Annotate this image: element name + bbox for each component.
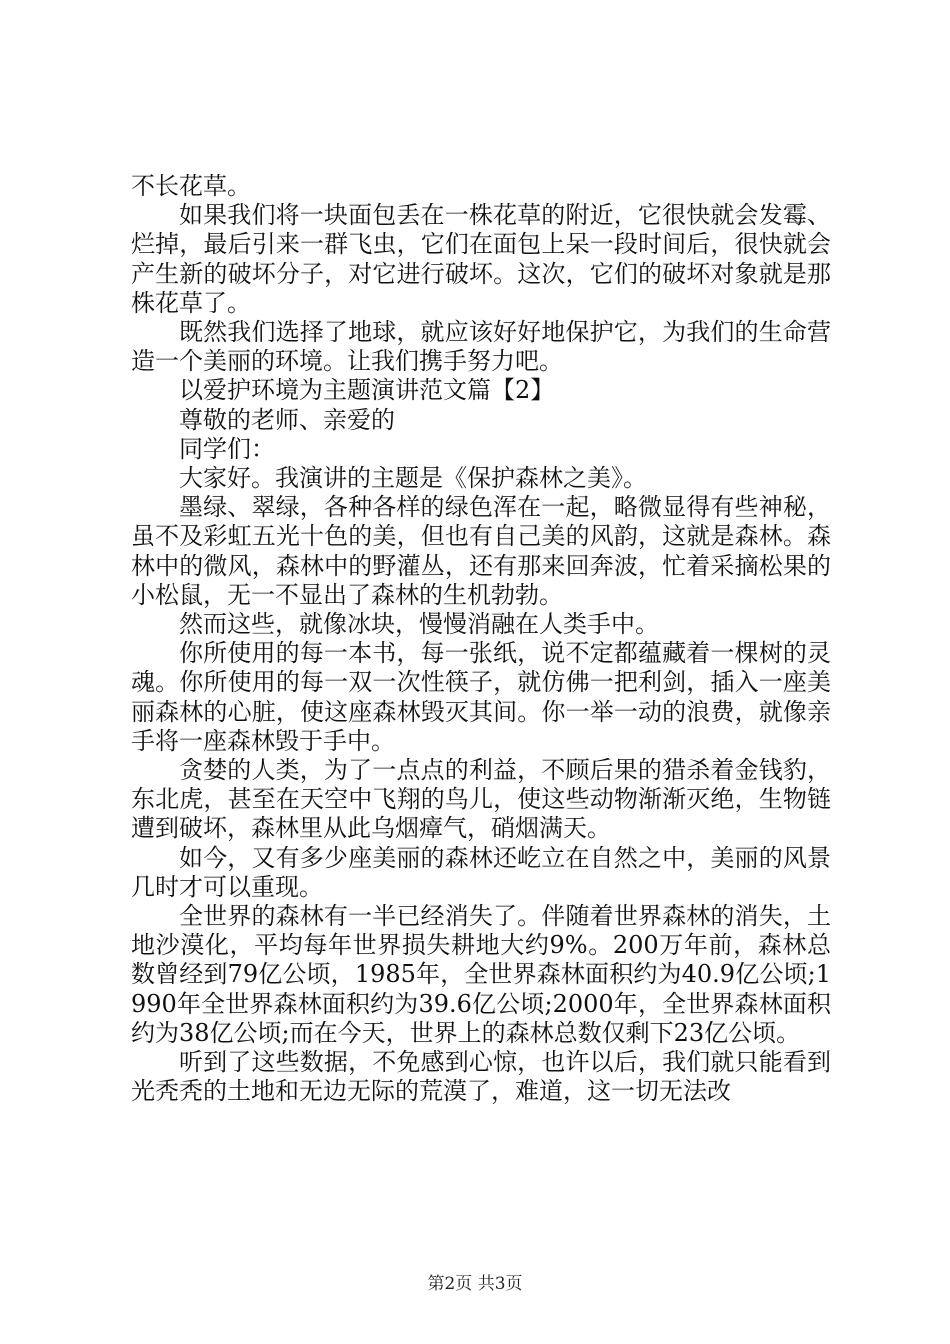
- paragraph: 既然我们选择了地球，就应该好好地保护它，为我们的生命营造一个美丽的环境。让我们携手努力吧。: [131, 318, 831, 376]
- paragraph: 墨绿、翠绿，各种各样的绿色浑在一起，略微显得有些神秘，虽不及彩虹五光十色的美，但也有自己美的风韵，这就是森林。森林中的微风，森林中的野灌丛，还有那来回奔波，忙着采摘松果的小松鼠，无一不显出了森林的生机勃勃。: [131, 493, 831, 609]
- paragraph: 听到了这些数据，不免感到心惊，也许以后，我们就只能看到光秃秃的土地和无边无际的荒漠了，难道，这一切无法改: [131, 1048, 831, 1106]
- page-footer: [0, 1274, 950, 1294]
- paragraph: 大家好。我演讲的主题是《保护森林之美》。: [179, 464, 647, 493]
- salutation: 同学们：: [179, 434, 275, 463]
- paragraph: 全世界的森林有一半已经消失了。伴随着世界森林的消失，土地沙漠化，平均每年世界损失耕地大约9%。200万年前，森林总数曾经到79亿公顷，1985年，全世界森林面积约为40.9亿公顷;1990年全世界森林面积约为39.6亿公顷;2000年，全世界森林面积约为38亿公顷;而在今天，世界上的森林总数仅剩下23亿公顷。: [131, 902, 831, 1047]
- paragraph: 如果我们将一块面包丢在一株花草的附近，它很快就会发霉、烂掉，最后引来一群飞虫，它们在面包上呆一段时间后，很快就会产生新的破坏分子，对它进行破坏。这次，它们的破坏对象就是那株花草了。: [131, 201, 831, 317]
- page-number: 第2页 共3页: [427, 1274, 523, 1294]
- paragraph: 然而这些，就像冰块，慢慢消融在人类手中。: [179, 610, 659, 639]
- paragraph: 贪婪的人类，为了一点点的利益，不顾后果的猎杀着金钱豹，东北虎，甚至在天空中飞翔的鸟儿，使这些动物渐渐灭绝，生物链遭到破坏，森林里从此乌烟瘴气，硝烟满天。: [131, 756, 831, 843]
- section-heading: 以爱护环境为主题演讲范文篇【2】: [179, 376, 555, 405]
- paragraph: 不长花草。: [131, 172, 251, 200]
- paragraph: 你所使用的每一本书，每一张纸，说不定都蕴藏着一棵树的灵魂。你所使用的每一双一次性筷子，就仿佛一把利剑，插入一座美丽森林的心脏，使这座森林毁灭其间。你一举一动的浪费，就像亲手将一座森林毁于手中。: [131, 639, 831, 755]
- salutation: 尊敬的老师、亲爱的: [179, 405, 395, 434]
- document-body: [131, 172, 831, 1107]
- paragraph: 如今，又有多少座美丽的森林还屹立在自然之中，美丽的风景几时才可以重现。: [131, 843, 831, 901]
